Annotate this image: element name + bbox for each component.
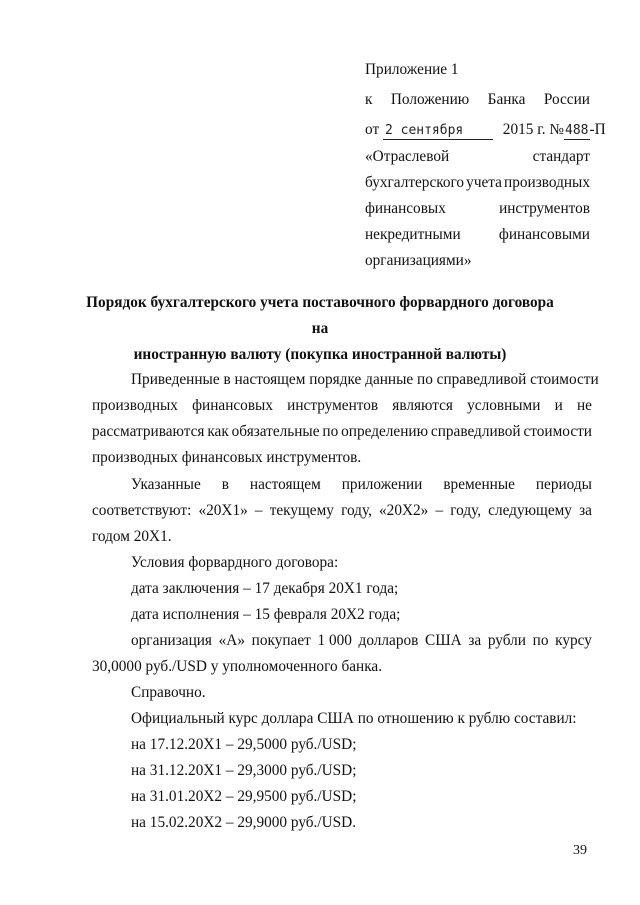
header-word: Положению [390,91,470,108]
word: стоимости [523,423,592,440]
word: 1 000 [317,632,352,649]
forward-conditions-heading: Условия форвардного договора: [131,554,339,571]
appendix-label: Приложение 1 [365,61,459,78]
header-line-accounting [365,170,590,196]
word: курсу [555,632,592,649]
header-line-regulation [365,87,590,113]
header-word: финансовых [365,200,446,217]
word: – [254,502,263,519]
word: за [468,632,482,649]
paragraph-1-line-3 [92,419,592,445]
execution-date: дата исполнения – 15 февраля 20Х2 года; [131,606,401,623]
word: приложении [341,476,423,493]
header-word: производных [504,174,590,191]
paragraph-1-line-1: Приведенные в настоящем порядке данные по справедливой стоимости [131,371,599,388]
word: условными [467,397,541,414]
word: текущему [269,502,334,519]
header-word: России [543,91,590,108]
organization-line-1 [92,628,592,654]
rate-line: на 31.12.20Х1 – 29,3000 руб./USD; [131,762,357,779]
word: по [322,423,339,440]
rate-line: на 31.01.20Х2 – 29,9500 руб./USD; [131,788,357,805]
paragraph-2-line-2 [92,498,592,524]
reference-label: Справочно. [131,684,206,701]
header-line-standard [365,144,590,170]
header-line-date [365,117,606,143]
conclusion-date: дата заключения – 17 декабря 20Х1 года; [131,580,399,597]
handwritten-date: 2 сентября [383,123,493,140]
header-word: стандарт [532,148,590,165]
word: долларов [358,632,419,649]
paragraph-2-line-3: годом 20Х1. [92,528,172,545]
word: как [207,423,229,440]
organization-line-2: 30,0000 руб./USD у уполномоченного банка. [92,658,383,675]
page-number: 39 [573,843,587,858]
rate-intro: Официальный курс доллара США по отношению к рублю составил: [131,710,577,727]
title-line-1: Порядок бухгалтерского учета поставочного форвардного договора на [86,294,554,337]
word: за [579,502,592,519]
word: инструментов [287,397,379,414]
header-word: некредитными [365,226,461,243]
header-line-organizations: организациями» [365,252,472,269]
date-prefix: от [365,121,380,138]
word: Указанные [131,476,201,493]
document-title [80,290,560,368]
word: справедливой [430,423,521,440]
word: году, [450,502,482,519]
paragraph-1-line-4: производных финансовых инструментов. [92,449,362,466]
word: организация [131,632,212,649]
year-text: 2015 г. № [502,121,565,138]
word: производных [92,397,178,414]
word: временные [443,476,515,493]
header-word: бухгалтерского [365,174,465,191]
word: рассматриваются [92,423,205,440]
word: «20Х1» [198,502,248,519]
rate-line: на 17.12.20Х1 – 29,5000 руб./USD; [131,736,357,753]
word: являются [392,397,453,414]
word: и [554,397,563,414]
word: периоды [535,476,592,493]
word: соответствуют: [92,502,192,519]
number-suffix: -П [589,121,606,138]
word: обязательные [231,423,320,440]
title-line-2: иностранную валюту (покупка иностранной валюты) [133,346,507,363]
word: не [576,397,592,414]
paragraph-1-line-2 [92,393,592,419]
document-body [92,367,599,836]
paragraph-2-line-1 [92,472,592,498]
handwritten-number: 488 [565,123,589,138]
word: в [221,476,229,493]
word: «А» [218,632,245,649]
header-word: к [365,91,373,108]
header-line-instruments [365,196,590,222]
word: настоящем [249,476,321,493]
word: США [425,632,462,649]
word: году, [341,502,372,519]
header-word: финансовыми [498,226,590,243]
header-line-noncredit [365,222,590,248]
rate-line: на 15.02.20Х2 – 29,9000 руб./USD. [131,814,357,831]
word: «20Х2» [379,502,429,519]
word: следующему [488,502,572,519]
word: – [435,502,444,519]
word: определению [341,423,429,440]
header-word: инструментов [499,200,590,217]
header-word: Банка [487,91,526,108]
word: финансовых [192,397,273,414]
appendix-header [365,57,606,274]
header-word: учета [466,174,502,191]
word: покупает [251,632,311,649]
word: по [532,632,549,649]
word: рубли [487,632,526,649]
header-word: «Отраслевой [365,148,450,165]
